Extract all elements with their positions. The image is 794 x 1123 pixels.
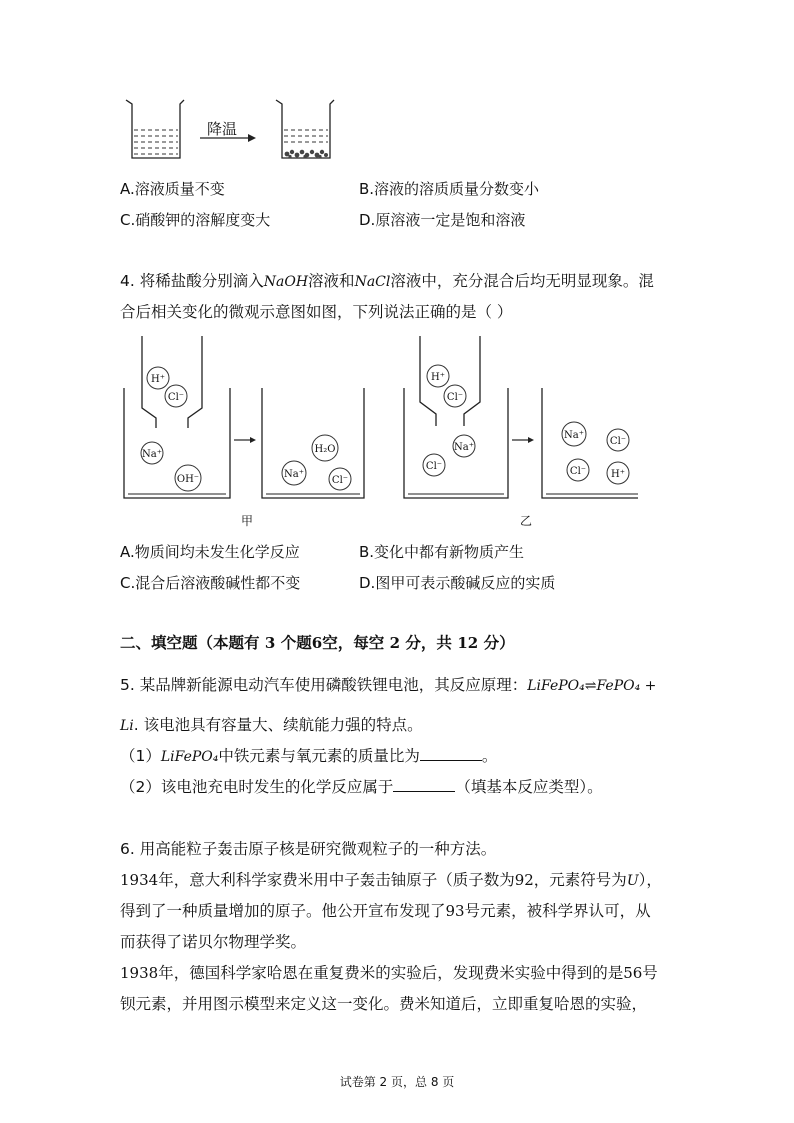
q6-text: 号 (642, 964, 658, 982)
section-heading-text: 分，共 (400, 634, 458, 652)
section-heading-text: 空，每空 (322, 634, 390, 652)
q4-number: 4. (120, 272, 135, 290)
q5-sub-text: 中铁元素与氧元素的质量比为 (218, 747, 420, 765)
ion-cl: Cl⁻ (569, 466, 587, 477)
q5-sub-text: 。 (481, 747, 498, 765)
formula-lifepo4: LiFePO₄ (160, 749, 219, 765)
q6-para1-line1 (120, 868, 662, 890)
ion-na: Na⁺ (142, 449, 162, 460)
q5-sub-text: （填基本反应类型）。 (455, 778, 603, 796)
equilibrium-arrow: ⇌ (584, 678, 597, 694)
q6-text: 号元素，被科学界认可，从 (464, 902, 651, 920)
formula-fepo4: FePO₄ + (596, 678, 657, 694)
ion-na: Na⁺ (284, 469, 304, 480)
q5-sub2 (120, 775, 603, 797)
page-footer (0, 1073, 794, 1090)
q6-para1-line2 (120, 899, 651, 921)
q3-option-d: D.原溶液一定是饱和溶液 (359, 211, 526, 229)
q5-sub-text: （2）该电池充电时发生的化学反应属于 (120, 778, 394, 796)
q6-text: 得到了一种质量增加的原子。他公开宣布发现了 (120, 902, 446, 920)
q6-para2-line1 (120, 961, 658, 983)
q5-stem-line2 (120, 713, 423, 735)
cooling-label: 降温 (207, 120, 238, 138)
q4-stem-line2: 合后相关变化的微观示意图如图，下列说法正确的是（ ） (120, 303, 513, 321)
ion-cl: Cl⁻ (167, 392, 185, 403)
label-yi: 乙 (520, 514, 533, 528)
q6-line1: 6. 用高能粒子轰击原子核是研究微观粒子的一种方法。 (120, 840, 497, 858)
section-count: 2 (389, 634, 401, 652)
q4-diagram (118, 332, 638, 504)
answer-blank[interactable] (420, 746, 482, 761)
q3-option-c: C.硝酸钾的溶解度变大 (120, 211, 271, 229)
q4-option-a: A.物质间均未发生化学反应 (120, 543, 300, 561)
number: 92 (514, 871, 534, 889)
q6-para1-line3: 而获得了诺贝尔物理学奖。 (120, 933, 307, 951)
ion-cl: Cl⁻ (609, 436, 627, 447)
ion-cl: Cl⁻ (331, 475, 349, 486)
section-count: 12 (457, 634, 479, 652)
answer-blank[interactable] (393, 777, 455, 792)
q6-text: 年，意大利科学家费米用中子轰击铀原子（质子数为 (158, 871, 515, 889)
section-heading-text: 二、填空题（本题有 (120, 634, 265, 652)
total-pages: 8 (430, 1075, 439, 1089)
q3-option-b: B.溶液的溶质质量分数变小 (359, 180, 540, 198)
q4-stem-text: 溶液和 (308, 272, 355, 290)
ion-cl: Cl⁻ (446, 392, 464, 403)
number: 56 (623, 964, 643, 982)
formula-lifepo4: LiFePO₄ (527, 678, 585, 694)
crystal-precipitate (285, 150, 328, 158)
beaker-after (276, 100, 334, 158)
ion-h: H⁺ (611, 469, 625, 480)
footer-text: 页，总 (387, 1075, 431, 1089)
q5-sub-number: （1） (120, 747, 161, 765)
q5-sub1 (120, 744, 497, 766)
label-jia: 甲 (241, 514, 254, 528)
q4-stem-text: 溶液中，充分混合后均无明显现象。混 (390, 272, 654, 290)
ion-cl: Cl⁻ (425, 461, 443, 472)
ion-h: H⁺ (431, 372, 445, 383)
section-heading (120, 631, 515, 653)
q6-text: ，元素符号为 (533, 871, 627, 889)
number: 93 (445, 902, 465, 920)
q5-stem-line1 (120, 673, 656, 695)
q5-stem-text: . 该电池具有容量大、续航能力强的特点。 (133, 716, 423, 734)
section-count: 3 (264, 634, 276, 652)
q4-stem-text: 将稀盐酸分别滴入 (139, 272, 264, 290)
formula-nacl: NaCl (354, 274, 391, 290)
beaker-before (126, 100, 184, 158)
footer-text: 页 (438, 1075, 455, 1089)
ion-na: Na⁺ (564, 430, 584, 441)
q6-para2-line2: 钡元素，并用图示模型来定义这一变化。费米知道后，立即重复哈恩的实验， (120, 995, 648, 1013)
q4-option-c: C.混合后溶液酸碱性都不变 (120, 574, 301, 592)
year: 1938 (120, 964, 159, 982)
q4-option-b: B.变化中都有新物质产生 (359, 543, 525, 561)
ion-h: H⁺ (151, 374, 165, 385)
molecule-h2o: H₂O (314, 444, 336, 455)
q5-stem-text: 5. 某品牌新能源电动汽车使用磷酸铁锂电池，其反应原理： (120, 676, 528, 694)
page-number: 2 (379, 1075, 388, 1089)
section-count: 6 (311, 634, 323, 652)
ion-na: Na⁺ (454, 442, 474, 453)
section-heading-text: 分） (478, 634, 515, 652)
formula-li: Li (120, 718, 134, 734)
symbol-u: U (626, 873, 639, 889)
ion-oh: OH⁻ (176, 474, 200, 485)
formula-naoh: NaOH (263, 274, 309, 290)
q4-stem-line1 (120, 269, 654, 291)
section-heading-text: 个题 (275, 634, 312, 652)
year: 1934 (120, 871, 159, 889)
q4-option-d: D.图甲可表示酸碱反应的实质 (359, 574, 556, 592)
q6-text: ）， (638, 871, 662, 889)
q6-text: 年，德国科学家哈恩在重复费米的实验后，发现费米实验中得到的是 (158, 964, 624, 982)
q3-option-a: A.溶液质量不变 (120, 180, 225, 198)
footer-text: 试卷第 (339, 1075, 380, 1089)
